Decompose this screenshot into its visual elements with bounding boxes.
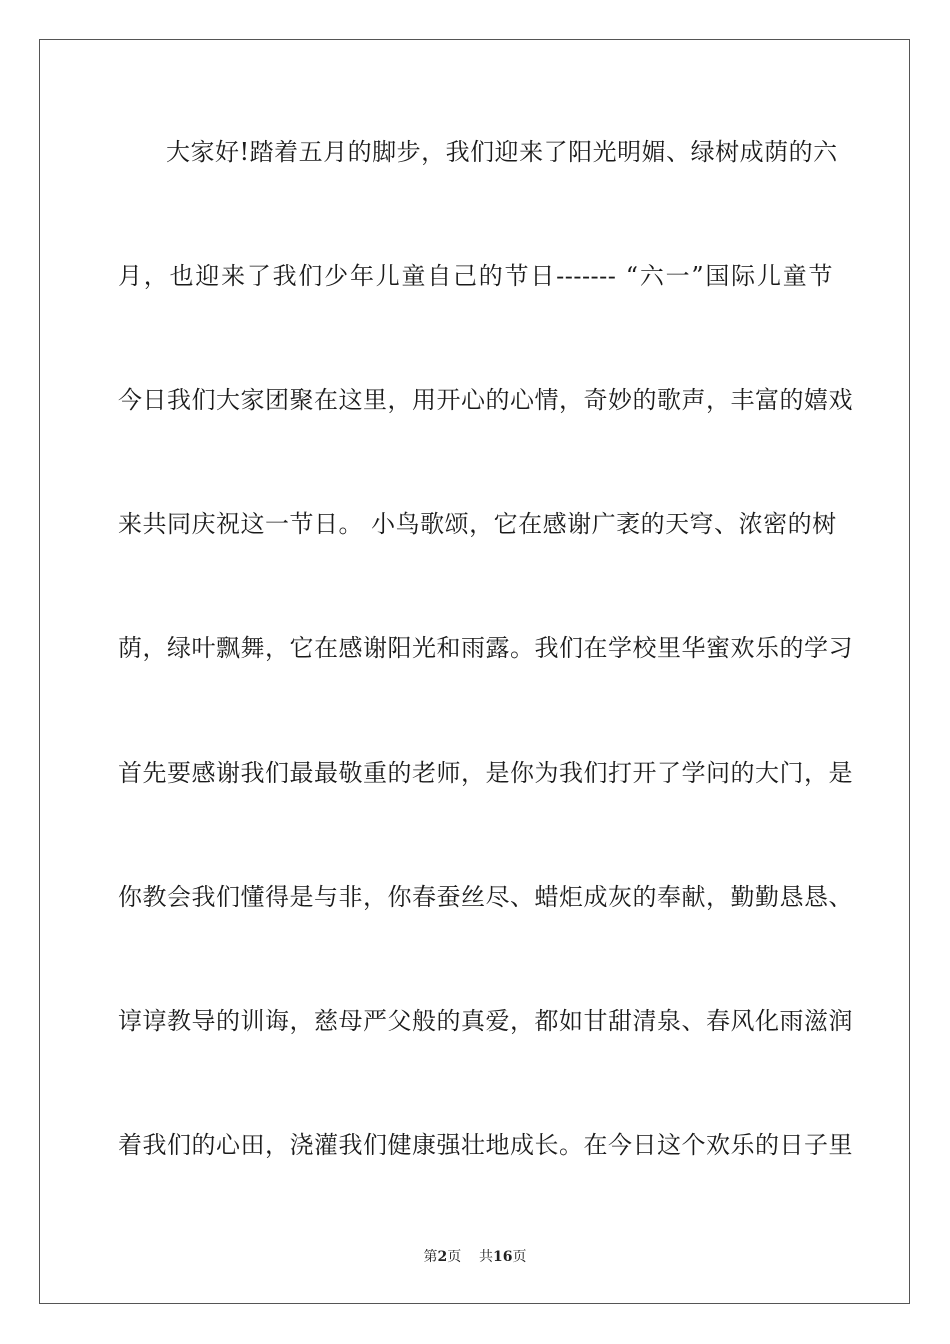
page-frame — [39, 39, 910, 1304]
body-line: 谆谆教导的训诲，慈母严父般的真爱，都如甘甜清泉、春风化雨滋润 — [118, 1007, 853, 1035]
total-pages: 16 — [493, 1249, 513, 1265]
total-prefix: 共 — [479, 1249, 494, 1265]
total-suffix: 页 — [512, 1249, 527, 1265]
body-line: 大家好!踏着五月的脚步，我们迎来了阳光明媚、绿树成荫的六 — [166, 138, 838, 166]
page-footer — [0, 1247, 950, 1267]
body-line: 今日我们大家团聚在这里，用开心的心情，奇妙的歌声，丰富的嬉戏 — [118, 386, 853, 414]
body-line: 来共同庆祝这一节日。 小鸟歌颂，它在感谢广袤的天穹、浓密的树 — [118, 510, 837, 538]
body-line: 首先要感谢我们最最敬重的老师，是你为我们打开了学问的大门，是 — [118, 759, 853, 787]
body-line: 着我们的心田，浇灌我们健康强壮地成长。在今日这个欢乐的日子里 — [118, 1131, 853, 1159]
page-suffix: 页 — [447, 1249, 462, 1265]
body-line: 你教会我们懂得是与非，你春蚕丝尽、蜡炬成灰的奉献，勤勤恳恳、 — [118, 883, 853, 911]
page-prefix: 第 — [423, 1249, 438, 1265]
body-line: 月，也迎来了我们少年儿童自己的节日------- “六一”国际儿童节 — [118, 262, 833, 290]
page-number: 2 — [437, 1249, 448, 1265]
body-line: 荫，绿叶飘舞，它在感谢阳光和雨露。我们在学校里华蜜欢乐的学习 — [118, 634, 853, 662]
